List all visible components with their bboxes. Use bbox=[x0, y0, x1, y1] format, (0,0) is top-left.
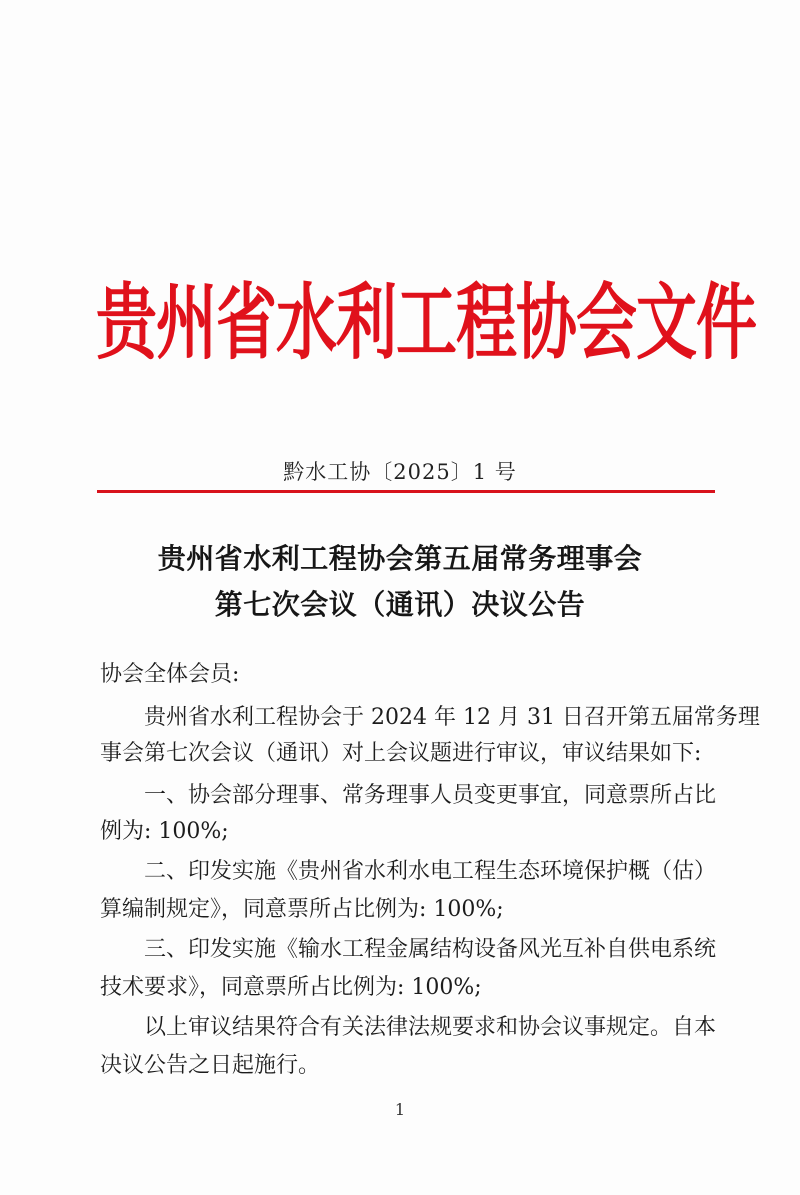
paragraph-3-line-1: 二、印发实施《贵州省水利水电工程生态环境保护概（估） bbox=[144, 859, 717, 884]
document-number: 黔水工协〔2025〕1 号 bbox=[283, 460, 517, 484]
paragraph-2-line-2: 例为: 100%; bbox=[100, 819, 229, 844]
red-divider-line bbox=[97, 490, 715, 493]
paragraph-4-line-2: 技术要求》，同意票所占比例为: 100%; bbox=[100, 975, 482, 1000]
salutation: 协会全体会员: bbox=[100, 662, 240, 687]
document-title-line-2: 第七次会议（通讯）决议公告 bbox=[214, 588, 586, 621]
paragraph-5-line-1: 以上审议结果符合有关法律法规要求和协会议事规定。自本 bbox=[144, 1015, 717, 1040]
paragraph-3-line-2: 算编制规定》，同意票所占比例为: 100%; bbox=[100, 897, 504, 922]
paragraph-1-line-2: 事会第七次会议（通讯）对上会议题进行审议，审议结果如下: bbox=[100, 741, 702, 766]
paragraph-2-line-1: 一、协会部分理事、常务理事人员变更事宜，同意票所占比 bbox=[144, 783, 717, 808]
document-title-line-1: 贵州省水利工程协会第五届常务理事会 bbox=[157, 542, 643, 575]
masthead-title: 贵州省水利工程协会文件 bbox=[96, 275, 757, 372]
paragraph-1-line-1: 贵州省水利工程协会于 2024 年 12 月 31 日召开第五届常务理 bbox=[144, 705, 760, 730]
paragraph-5-line-2: 决议公告之日起施行。 bbox=[100, 1053, 321, 1078]
page-number: 1 bbox=[394, 1100, 406, 1119]
paragraph-4-line-1: 三、印发实施《输水工程金属结构设备风光互补自供电系统 bbox=[144, 937, 717, 962]
